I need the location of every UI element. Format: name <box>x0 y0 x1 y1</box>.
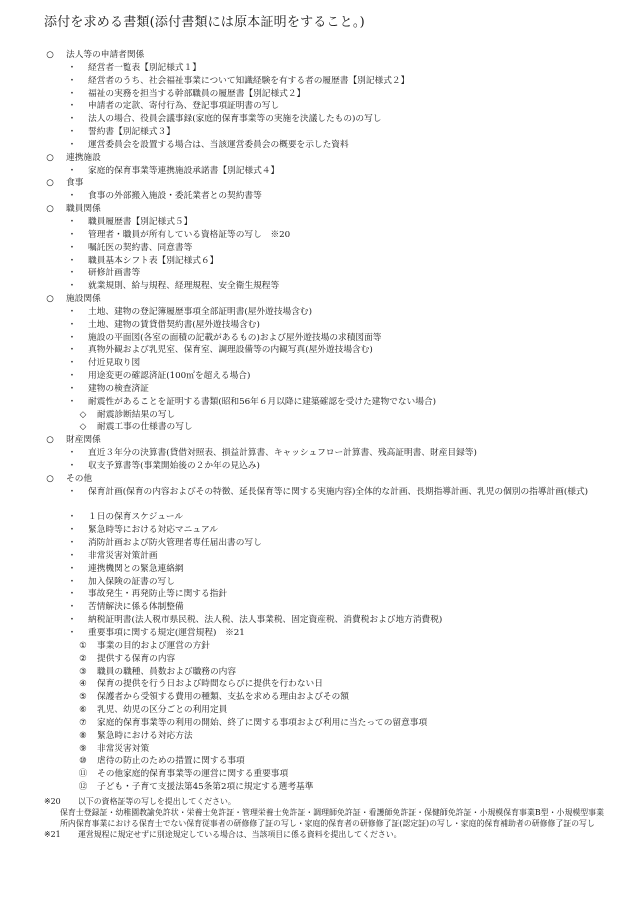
bullet-marker-icon: ・ <box>67 576 77 587</box>
list-item <box>0 306 630 319</box>
sub-list-item-text: 耐震工事の仕様書の写し <box>97 422 193 433</box>
numbered-item-text: 提供する保育の内容 <box>97 653 176 664</box>
bullet-marker-icon: ・ <box>67 165 77 176</box>
bullet-marker-icon: ・ <box>67 332 77 343</box>
circle-marker-icon: ○ <box>46 204 54 215</box>
document-list <box>0 49 630 794</box>
list-item-text: 付近見取り図 <box>88 358 141 369</box>
bullet-marker-icon: ・ <box>67 242 77 253</box>
list-item <box>0 332 630 345</box>
numbered-item <box>0 781 630 794</box>
circle-marker-icon: ○ <box>46 152 54 163</box>
bullet-marker-icon: ・ <box>67 538 77 549</box>
section-label: 施設関係 <box>66 294 101 305</box>
list-item <box>0 550 630 563</box>
list-item-text: 管理者・職員が所有している資格証等の写し ※20 <box>88 229 291 240</box>
bullet-marker-icon: ・ <box>67 461 77 471</box>
footnote-key: ※21 <box>44 829 61 839</box>
list-item-text: 加入保険の証書の写し <box>88 576 175 587</box>
list-item-text: 用途変更の確認済証(100㎡を超える場合) <box>88 371 251 382</box>
section-label: 食事 <box>66 178 84 189</box>
bullet-marker-icon: ・ <box>67 563 77 574</box>
list-item <box>0 396 630 409</box>
list-item <box>0 88 630 101</box>
section-header <box>0 152 630 165</box>
list-item-text: 建物の検査済証 <box>88 383 149 394</box>
item-number: ⑦ <box>79 717 87 728</box>
numbered-item <box>0 768 630 781</box>
list-item <box>0 357 630 370</box>
list-item-text: 非常災害対策計画 <box>88 550 158 561</box>
numbered-item-text: 保護者から受領する費用の種類、支払を求める理由およびその額 <box>97 692 349 703</box>
sub-list-item <box>0 421 630 434</box>
numbered-item <box>0 653 630 666</box>
list-item-text: 緊急時等における対応マニュアル <box>88 525 218 536</box>
list-item <box>0 524 630 537</box>
item-number: ③ <box>79 666 87 677</box>
bullet-marker-icon: ・ <box>67 139 77 150</box>
list-item-text: 直近３年分の決算書(貸借対照表、損益計算書、キャッシュフロー計算書、残高証明書、財産目録等) <box>88 448 477 459</box>
bullet-marker-icon: ・ <box>67 627 77 638</box>
list-item-text: 収支予算書等(事業開始後の２か年の見込み) <box>88 461 260 471</box>
bullet-marker-icon: ・ <box>67 345 77 356</box>
list-item-text: １日の保育スケジュール <box>88 512 184 523</box>
diamond-marker-icon: ◇ <box>79 409 87 420</box>
numbered-item-text: 乳児、幼児の区分ごとの利用定員 <box>97 705 228 716</box>
bullet-marker-icon: ・ <box>67 306 77 317</box>
bullet-marker-icon: ・ <box>67 396 77 407</box>
list-item-text: 食事の外部搬入施設・委託業者との契約書等 <box>88 191 262 202</box>
list-item-text: 誓約書【別記様式３】 <box>88 127 175 138</box>
numbered-item-text: 緊急時における対応方法 <box>97 730 193 741</box>
bullet-marker-icon: ・ <box>67 589 77 600</box>
numbered-item <box>0 717 630 730</box>
bullet-marker-icon: ・ <box>67 229 77 240</box>
list-item-text: 研修計画書等 <box>88 268 141 279</box>
numbered-item-text: 家庭的保育事業等の利用の開始、終了に関する事項および利用に当たっての留意事項 <box>97 717 428 728</box>
circle-marker-icon: ○ <box>46 473 54 484</box>
list-item <box>0 460 630 473</box>
footnote-text: 運営規程に規定せずに別途規定している場合は、当該項目に係る資料を提出してください。 <box>78 829 402 839</box>
footnote-text: 以下の資格証等の写しを提出してください。 <box>78 797 236 806</box>
numbered-item-text: 職員の職種、員数および職務の内容 <box>97 666 236 677</box>
section-header <box>0 177 630 190</box>
item-number: ④ <box>79 679 87 690</box>
list-item-text: 就業規則、給与規程、経理規程、安全衛生規程等 <box>88 281 280 292</box>
list-item-text: 経営者のうち、社会福祉事業について知識経験を有する者の履歴書【別記様式２】 <box>88 75 410 86</box>
list-item-text: 土地、建物の賃貸借契約書(屋外遊技場含む) <box>88 319 260 330</box>
list-item-text: 真物外観および乳児室、保育室、調理設備等の内観写真(屋外遊技場含む) <box>88 345 373 356</box>
numbered-item <box>0 730 630 743</box>
item-number: ⑩ <box>79 756 87 767</box>
item-number: ⑨ <box>79 743 87 754</box>
list-item <box>0 280 630 293</box>
list-item-text: 申請者の定款、寄付行為、登記事項証明書の写し <box>88 101 280 112</box>
list-item <box>0 614 630 627</box>
list-item-text: 嘱託医の契約書、同意書等 <box>88 242 193 253</box>
numbered-item <box>0 704 630 717</box>
item-number: ② <box>79 653 87 664</box>
section-label: 連携施設 <box>66 152 101 163</box>
item-number: ⑥ <box>79 705 87 716</box>
list-item-text: 消防計画および防火管理者専任届出書の写し <box>88 538 262 549</box>
list-item <box>0 511 630 524</box>
item-number: ⑪ <box>78 769 88 780</box>
footnote <box>44 830 604 841</box>
bullet-marker-icon: ・ <box>67 216 77 227</box>
list-item <box>0 447 630 460</box>
circle-marker-icon: ○ <box>46 294 54 305</box>
bullet-marker-icon: ・ <box>67 383 77 394</box>
bullet-marker-icon: ・ <box>67 371 77 382</box>
bullet-marker-icon: ・ <box>67 319 77 330</box>
list-item <box>0 62 630 75</box>
list-item-text: 苦情解決に係る体制整備 <box>88 602 184 613</box>
item-number: ⑤ <box>79 692 87 703</box>
list-item-text: 保育計画(保育の内容およびその特徴、延長保育等に関する実施内容)全体的な計画、長期指導計画、乳児の個別の指導計画(様式) <box>88 486 589 497</box>
list-item <box>0 242 630 255</box>
numbered-item <box>0 755 630 768</box>
bullet-marker-icon: ・ <box>67 268 77 279</box>
section-header <box>0 49 630 62</box>
bullet-marker-icon: ・ <box>67 127 77 138</box>
list-item-text: 職員履歴書【別記様式５】 <box>88 216 193 227</box>
list-item <box>0 216 630 229</box>
numbered-item-text: その他家庭的保育事業等の運営に関する重要事項 <box>97 769 289 780</box>
list-item-text: 耐震性があることを証明する書類(昭和56年６月以降に建築確認を受けた建物でない場合) <box>88 396 436 407</box>
circle-marker-icon: ○ <box>46 178 54 189</box>
section-label: その他 <box>66 473 93 484</box>
list-item-text: 事故発生・再発防止等に関する指針 <box>88 589 227 600</box>
bullet-marker-icon: ・ <box>67 101 77 112</box>
numbered-item-text: 子ども・子育て支援法第45条第2項に規定する選考基準 <box>97 782 314 793</box>
section-header <box>0 203 630 216</box>
list-item <box>0 370 630 383</box>
numbered-item-text: 事業の目的および運営の方針 <box>97 640 210 651</box>
numbered-item <box>0 678 630 691</box>
numbered-item-text: 虐待の防止のための措置に関する事項 <box>97 756 245 767</box>
list-item <box>0 383 630 396</box>
diamond-marker-icon: ◇ <box>79 422 87 433</box>
list-item-text: 福祉の実務を担当する幹部職員の履歴書【別記様式２】 <box>88 88 306 99</box>
list-item-text: 施設の平面図(各室の面積の記載があるもの)および屋外遊技場の求積図面等 <box>88 332 382 343</box>
list-item <box>0 113 630 126</box>
numbered-item <box>0 691 630 704</box>
list-item <box>0 229 630 242</box>
list-item <box>0 139 630 152</box>
list-item-text: 連携機関との緊急連絡網 <box>88 563 184 574</box>
section-header <box>0 473 630 486</box>
numbered-item-text: 非常災害対策 <box>97 743 150 754</box>
section-label: 職員関係 <box>66 204 101 215</box>
list-item <box>0 255 630 268</box>
footnotes <box>44 797 604 841</box>
bullet-marker-icon: ・ <box>67 88 77 99</box>
section-header <box>0 434 630 447</box>
footnote-key: ※20 <box>44 797 61 806</box>
list-item <box>0 486 630 512</box>
list-item <box>0 601 630 614</box>
list-item <box>0 344 630 357</box>
bullet-marker-icon: ・ <box>67 62 77 73</box>
bullet-marker-icon: ・ <box>67 75 77 86</box>
bullet-marker-icon: ・ <box>67 358 77 369</box>
list-item-text: 土地、建物の登記簿履歴事項全部証明書(屋外遊技場含む) <box>88 306 312 317</box>
footnote <box>44 797 604 808</box>
list-item <box>0 319 630 332</box>
footnote-body: 保育士登録証・幼稚園教諭免許状・栄養士免許証・管理栄養士免許証・調理師免許証・看護師免許証・保健師免許証・小規模保育事業B型・小規模型事業所内保育事業における保育士でない保育従事者の研修修了証の写し・家庭的保育者の研修修了証(認定証)の写し・家庭的保育補助者の研修修了証の写し <box>60 807 604 828</box>
bullet-marker-icon: ・ <box>67 602 77 613</box>
document-title: 添付を求める書類(添付書類には原本証明をすること。) <box>44 15 365 30</box>
list-item-text: 運営委員会を設置する場合は、当該運営委員会の概要を示した資料 <box>88 139 349 150</box>
list-item <box>0 190 630 203</box>
list-item <box>0 100 630 113</box>
bullet-marker-icon: ・ <box>67 448 77 459</box>
numbered-item <box>0 666 630 679</box>
list-item <box>0 627 630 640</box>
list-item-text: 重要事項に関する規定(運営規程) ※21 <box>88 627 245 638</box>
list-item-text: 職員基本シフト表【別記様式６】 <box>88 255 219 266</box>
list-item <box>0 75 630 88</box>
bullet-marker-icon: ・ <box>67 281 77 292</box>
bullet-marker-icon: ・ <box>67 114 77 125</box>
bullet-marker-icon: ・ <box>67 615 77 626</box>
bullet-marker-icon: ・ <box>67 486 77 497</box>
list-item-text: 家庭的保育事業等連携施設承諾書【別記様式４】 <box>88 165 280 176</box>
numbered-item <box>0 743 630 756</box>
bullet-marker-icon: ・ <box>67 550 77 561</box>
list-item-text: 経営者一覧表【別記様式１】 <box>88 62 201 73</box>
item-number: ⑫ <box>78 782 88 793</box>
list-item-text: 法人の場合、役員会議事録(家庭的保育事業等の実施を決議したもの)の写し <box>88 114 382 125</box>
bullet-marker-icon: ・ <box>67 255 77 266</box>
sub-list-item <box>0 409 630 422</box>
list-item <box>0 267 630 280</box>
bullet-marker-icon: ・ <box>67 525 77 536</box>
list-item <box>0 537 630 550</box>
sub-list-item-text: 耐震診断結果の写し <box>97 409 176 420</box>
bullet-marker-icon: ・ <box>67 191 77 202</box>
numbered-item <box>0 640 630 653</box>
section-header <box>0 293 630 306</box>
list-item <box>0 588 630 601</box>
numbered-item-text: 保育の提供を行う日および時間ならびに提供を行わない日 <box>97 679 323 690</box>
list-item-text: 納税証明書(法人税市県民税、法人税、法人事業税、固定資産税、消費税および地方消費税) <box>88 615 443 626</box>
item-number: ⑧ <box>79 730 87 741</box>
item-number: ① <box>79 640 87 651</box>
list-item <box>0 165 630 178</box>
list-item <box>0 576 630 589</box>
section-label: 財産関係 <box>66 435 101 446</box>
circle-marker-icon: ○ <box>46 435 54 446</box>
bullet-marker-icon: ・ <box>67 512 77 523</box>
list-item <box>0 126 630 139</box>
circle-marker-icon: ○ <box>46 50 54 60</box>
list-item <box>0 563 630 576</box>
section-label: 法人等の申請者関係 <box>66 50 145 60</box>
